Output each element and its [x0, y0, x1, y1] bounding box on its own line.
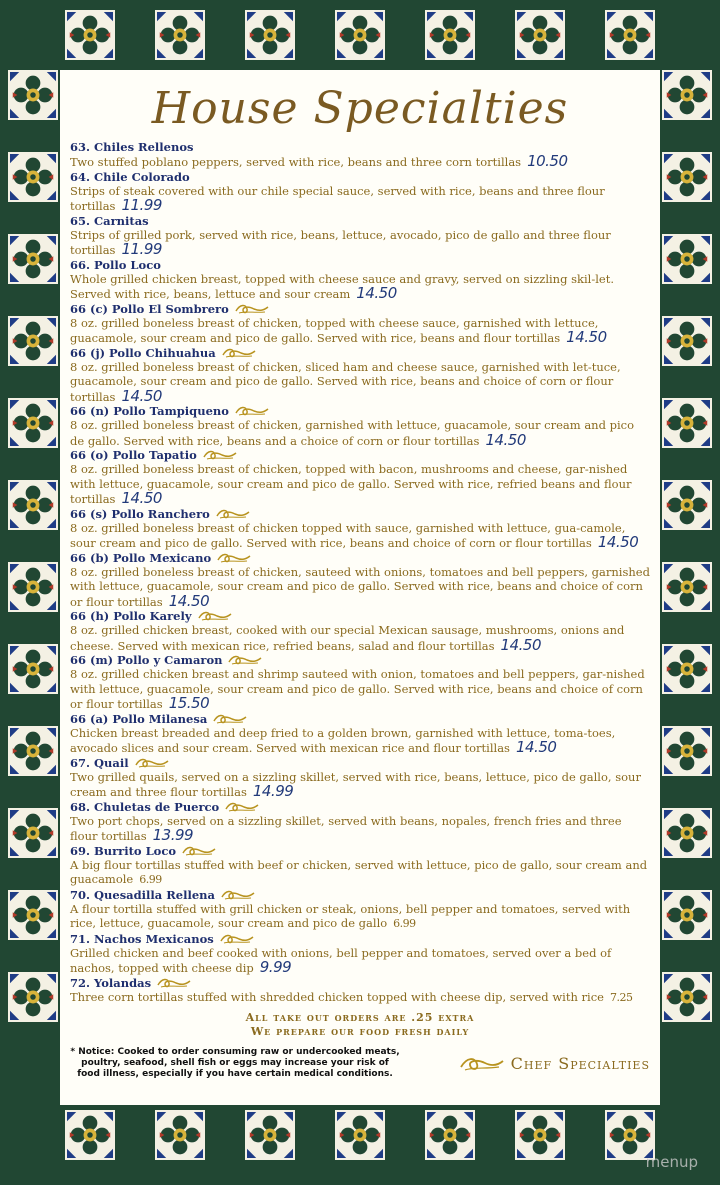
menu-item-name: [70, 888, 650, 902]
menu-item-name-text: 65. Carnitas: [70, 213, 149, 228]
menu-item-description-text: 8 oz. grilled boneless breast of chicken, topped with bacon, mushrooms and cheese, gar-nished with lettuce, guacamole, sour cream and pico de gallo. Served with rice, refried beans and flour tortillas: [70, 462, 632, 506]
menu-item-description-text: A big flour tortillas stuffed with beef or chicken, served with lettuce, pico de gallo, sour cream and guacamole: [70, 857, 648, 886]
menu-item-description-text: Chicken breast breaded and deep fried to a golden brown, garnished with lettuce, toma-toes, avocado slices and sour cream. Served with mexican rice and flour tortillas: [70, 725, 616, 755]
menu-item-description-text: 8 oz. grilled boneless breast of chicken topped with sauce, garnished with lettuce, gua-camole, sour cream and pico de gallo. Served with rice, beans and choice of corn or flour tortillas: [70, 520, 626, 550]
menu-item: [70, 170, 650, 214]
chef-specialty-icon: [203, 449, 237, 461]
menu-item-name: [70, 653, 650, 667]
health-notice: * Notice: Cooked to order consuming raw or undercooked meats, poultry, seafood, shell fish or eggs may increase your risk of food illness, especially if you have certain medical conditions.: [70, 1047, 400, 1079]
menu-item-description: [70, 521, 650, 551]
menu-item-description: [70, 814, 650, 844]
border-tile: [515, 1110, 565, 1160]
menu-item-description-text: 8 oz. grilled boneless breast of chicken, garnished with lettuce, guacamole, sour cream and pico de gallo. Served with rice, beans and a choice of corn or flour tortillas: [70, 418, 635, 448]
menu-item-name: [70, 170, 650, 184]
menu-item: [70, 844, 650, 888]
menu-item-name: [70, 346, 650, 360]
chef-specialty-icon: [220, 933, 254, 945]
menu-item: [70, 609, 650, 653]
border-tile: [662, 234, 712, 284]
border-tile: [8, 152, 58, 202]
menu-item-name: [70, 609, 650, 623]
menu-item-description-text: 8 oz. grilled chicken breast, cooked with our special Mexican sausage, mushrooms, onions and cheese. Served with mexican rice, refried beans, salad and flour tortillas: [70, 623, 625, 653]
menu-item-description: [70, 667, 650, 712]
border-tile: [245, 1110, 295, 1160]
menu-item-description: [70, 726, 650, 756]
menu-item: [70, 140, 650, 170]
border-tile: [8, 644, 58, 694]
chef-specialty-icon: [157, 977, 191, 989]
menu-item-price: 14.50: [597, 533, 639, 551]
menu-notes: [70, 1011, 650, 1039]
menu-item-name-text: 66 (m) Pollo y Camaron: [70, 653, 223, 667]
border-tile: [662, 972, 712, 1022]
menu-item-name-text: 66 (n) Pollo Tampiqueno: [70, 404, 229, 418]
menu-item: [70, 888, 650, 932]
menu-item-name: [70, 448, 650, 462]
menu-card: [60, 70, 660, 1105]
menu-item-name: [70, 756, 650, 770]
menu-item-name-text: 72. Yolandas: [70, 975, 152, 990]
border-tile: [662, 152, 712, 202]
border-tile: [8, 808, 58, 858]
menu-item-name-text: 68. Chuletas de Puerco: [70, 799, 220, 814]
border-tile: [8, 70, 58, 120]
menu-item-description-text: 8 oz. grilled boneless breast of chicken, topped with cheese sauce, garnished with lettuce, guacamole, sour cream and pico de gallo. Served with rice, beans and flour tortillas: [70, 315, 599, 345]
menu-item-description-text: Two port chops, served on a sizzling skillet, served with beans, nopales, french fries and three flour tortillas: [70, 813, 622, 843]
menu-item-description-text: Strips of steak covered with our chile special sauce, served with rice, beans and three flour tortillas: [70, 183, 605, 213]
menu-item-name: [70, 404, 650, 418]
menu-item-price: 14.50: [515, 738, 557, 756]
menu-item-name-text: 66 (s) Pollo Ranchero: [70, 506, 210, 521]
border-tile: [425, 1110, 475, 1160]
menu-item-name-text: 66 (o) Pollo Tapatio: [70, 448, 197, 462]
menu-item-price: 9.99: [259, 958, 292, 976]
border-tile: [662, 562, 712, 612]
menu-item-price: 14.99: [252, 782, 294, 800]
fresh-note: We prepare our food fresh daily: [250, 1025, 470, 1038]
chef-specialty-icon: [459, 1055, 505, 1073]
menu-item-price: 10.50: [527, 152, 568, 170]
chef-specialties-label: Chef Specialties: [510, 1054, 650, 1073]
border-tile: [8, 316, 58, 366]
menu-item-description: [70, 316, 650, 346]
menu-item-name-text: 63. Chiles Rellenos: [70, 140, 194, 154]
menu-item-price: 11.99: [121, 240, 162, 258]
menu-item-description-text: Grilled chicken and beef cooked with onions, bell pepper and tomatoes, served over a bed of nachos, topped with cheese dip: [70, 945, 612, 975]
menu-item: [70, 756, 650, 800]
menu-item-price: 14.50: [356, 284, 397, 302]
menu-item-name: [70, 712, 650, 726]
menu-item-description: [70, 565, 650, 610]
menu-item-price: 6.99: [139, 873, 162, 886]
menu-item-description: [70, 623, 650, 653]
border-tile: [662, 726, 712, 776]
chef-specialty-icon: [235, 303, 269, 315]
border-tile: [245, 10, 295, 60]
chef-specialty-icon: [182, 845, 216, 857]
menu-item-name-text: 66 (a) Pollo Milanesa: [70, 711, 208, 726]
border-tile: [662, 316, 712, 366]
border-tile: [8, 972, 58, 1022]
menu-item: [70, 346, 650, 405]
chef-specialty-icon: [216, 508, 250, 520]
border-tile: [662, 480, 712, 530]
menu-item-description: [70, 770, 650, 800]
chef-specialty-icon: [221, 889, 255, 901]
border-tile: [65, 1110, 115, 1160]
menu-item-name-text: 66 (h) Pollo Karely: [70, 609, 192, 623]
menu-item-description-text: Strips of grilled pork, served with rice, beans, lettuce, avocado, pico de gallo and three flour tortillas: [70, 227, 611, 257]
border-tile: [155, 1110, 205, 1160]
menu-item-name-text: 66 (c) Pollo El Sombrero: [70, 301, 229, 316]
border-tile: [662, 398, 712, 448]
menu-item-price: 14.50: [566, 328, 607, 346]
menu-item-description: [70, 858, 650, 888]
menu-item-description: [70, 418, 650, 448]
takeout-note: All take out orders are .25 extra: [245, 1011, 475, 1024]
menu-item-name: [70, 932, 650, 946]
border-tile: [605, 10, 655, 60]
menu-item-description: [70, 228, 650, 258]
menu-item-description: [70, 360, 650, 405]
menu-item-name: [70, 507, 650, 521]
menu-item-name-text: 64. Chile Colorado: [70, 169, 190, 184]
menu-item-price: 6.99: [393, 917, 416, 930]
menu-item-description-text: Two stuffed poblano peppers, served with rice, beans and three corn tortillas: [70, 155, 522, 169]
menu-item: [70, 404, 650, 448]
menu-item-description: [70, 184, 650, 214]
menu-item-price: 13.99: [152, 826, 194, 844]
menu-item: [70, 712, 650, 756]
border-tile: [425, 10, 475, 60]
page-title: House Specialties: [151, 83, 569, 134]
menu-item-description-text: Two grilled quails, served on a sizzling skillet, served with rice, beans, lettuce, pico de gallo, sour cream and three flour tortillas: [70, 769, 641, 799]
menu-item-description: [70, 462, 650, 507]
chef-specialty-icon: [198, 610, 232, 622]
chef-specialty-icon: [135, 757, 169, 769]
chef-specialty-icon: [228, 654, 262, 666]
menu-items: [70, 140, 650, 1005]
menu-item-name-text: 70. Quesadilla Rellena: [70, 887, 215, 902]
menu-item: [70, 800, 650, 844]
menu-item-description: [70, 154, 650, 170]
menu-item: [70, 258, 650, 302]
menu-item-price: 14.50: [121, 386, 162, 405]
border-tile: [155, 10, 205, 60]
menu-item-price: 11.99: [121, 196, 162, 214]
border-tile: [662, 808, 712, 858]
menu-item-name: [70, 800, 650, 814]
chef-specialties-legend: [459, 1054, 650, 1073]
menu-item: [70, 507, 650, 551]
chef-specialty-icon: [225, 801, 259, 813]
chef-specialty-icon: [222, 347, 256, 359]
chef-specialty-icon: [217, 552, 251, 564]
menu-item-price: 7.25: [609, 990, 633, 1004]
menu-item-price: 14.50: [485, 430, 526, 449]
menu-item-description-text: A flour tortilla stuffed with grill chicken or steak, onions, bell pepper and tomatoes, served with rice, lettuce, guacamole, sour cream and pico de gallo: [70, 901, 631, 930]
menu-item-name: [70, 844, 650, 858]
menu-item-name: [70, 258, 650, 272]
menu-item-price: 14.50: [500, 635, 541, 654]
menu-item-name: [70, 551, 650, 565]
border-tile: [8, 480, 58, 530]
menu-item-description: [70, 272, 650, 302]
menu-item-name-text: 69. Burrito Loco: [70, 843, 176, 858]
menu-item: [70, 448, 650, 507]
menu-item-description-text: 8 oz. grilled chicken breast and shrimp sauteed with onion, tomatoes and bell peppers, gar-nished with lettuce, guacamole, sour cream and pico de gallo. Served with rice, beans and choice of corn or flour tortillas: [70, 667, 645, 711]
menu-item-name-text: 71. Nachos Mexicanos: [70, 931, 214, 946]
chef-specialty-icon: [235, 405, 269, 417]
border-tile: [335, 1110, 385, 1160]
menu-item-description-text: 8 oz. grilled boneless breast of chicken, sauteed with onions, tomatoes and bell peppers, garnished with lettuce, guacamole, sour cream and pico de gallo. Served with rice, beans and choice of corn or flour tortillas: [70, 564, 650, 609]
menu-item: [70, 214, 650, 258]
watermark: menup: [645, 1153, 698, 1171]
border-tile: [662, 890, 712, 940]
menu-item-description: [70, 990, 650, 1006]
border-tile: [8, 398, 58, 448]
border-tile: [8, 234, 58, 284]
menu-item-description: [70, 946, 650, 976]
border-tile: [8, 890, 58, 940]
border-tile: [662, 70, 712, 120]
menu-item-name-text: 66 (b) Pollo Mexicano: [70, 550, 212, 565]
menu-item-name-text: 66. Pollo Loco: [70, 257, 161, 272]
menu-item: [70, 551, 650, 610]
border-tile: [65, 10, 115, 60]
menu-item-description: [70, 902, 650, 932]
footer: [70, 1047, 650, 1080]
menu-item: [70, 302, 650, 346]
border-tile: [8, 726, 58, 776]
menu-item-name: [70, 214, 650, 228]
menu-item: [70, 932, 650, 976]
menu-item-name: [70, 976, 650, 990]
menu-item-price: 14.50: [168, 591, 210, 610]
menu-item-description-text: 8 oz. grilled boneless breast of chicken, sliced ham and cheese sauce, garnished with let-tuce, guacamole, sour cream and pico de gallo. Served with rice, beans and choice of corn or flour tortillas: [70, 359, 621, 404]
menu-item-price: 14.50: [121, 489, 162, 507]
border-tile: [335, 10, 385, 60]
chef-specialty-icon: [213, 713, 247, 725]
menu-item-name-text: 66 (j) Pollo Chihuahua: [70, 345, 216, 360]
border-tile: [515, 10, 565, 60]
menu-item: [70, 976, 650, 1006]
border-tile: [8, 562, 58, 612]
menu-item-name-text: 67. Quail: [70, 755, 129, 770]
border-tile: [662, 644, 712, 694]
menu-item: [70, 653, 650, 712]
menu-item-price: 15.50: [168, 694, 210, 712]
menu-item-name: [70, 302, 650, 316]
menu-item-description-text: Whole grilled chicken breast, topped with cheese sauce and gravy, served on sizzling skil-let. Served with rice, beans, lettuce and sour cream: [70, 271, 614, 301]
menu-item-description-text: Three corn tortillas stuffed with shredded chicken topped with cheese dip, served with rice: [70, 989, 604, 1004]
